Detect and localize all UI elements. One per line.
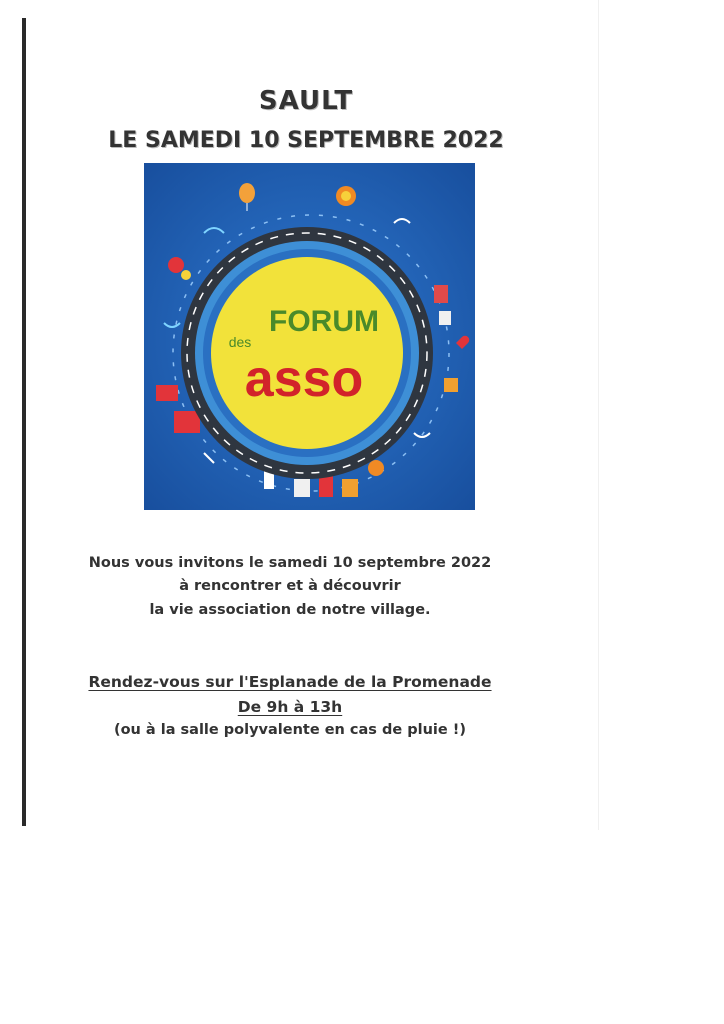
meeting-place: Rendez-vous sur l'Esplanade de la Promenade bbox=[88, 673, 492, 691]
poster-forum-text: FORUM bbox=[269, 305, 379, 338]
invitation-line-3: la vie association de notre village. bbox=[149, 602, 431, 618]
poster-asso-text: asso bbox=[244, 350, 364, 408]
forum-poster-image bbox=[144, 163, 475, 510]
page-edge bbox=[598, 0, 599, 830]
meeting-hours: De 9h à 13h bbox=[237, 698, 343, 716]
city-heading: SAULT bbox=[258, 86, 354, 116]
poster-des-text: des bbox=[228, 334, 252, 350]
rain-fallback-note: (ou à la salle polyvalente en cas de pluie !) bbox=[113, 722, 467, 738]
date-heading: LE SAMEDI 10 SEPTEMBRE 2022 bbox=[108, 128, 504, 153]
invitation-line-2: à rencontrer et à découvrir bbox=[179, 578, 401, 594]
invitation-line-1: Nous vous invitons le samedi 10 septembre 2022 bbox=[88, 555, 492, 571]
